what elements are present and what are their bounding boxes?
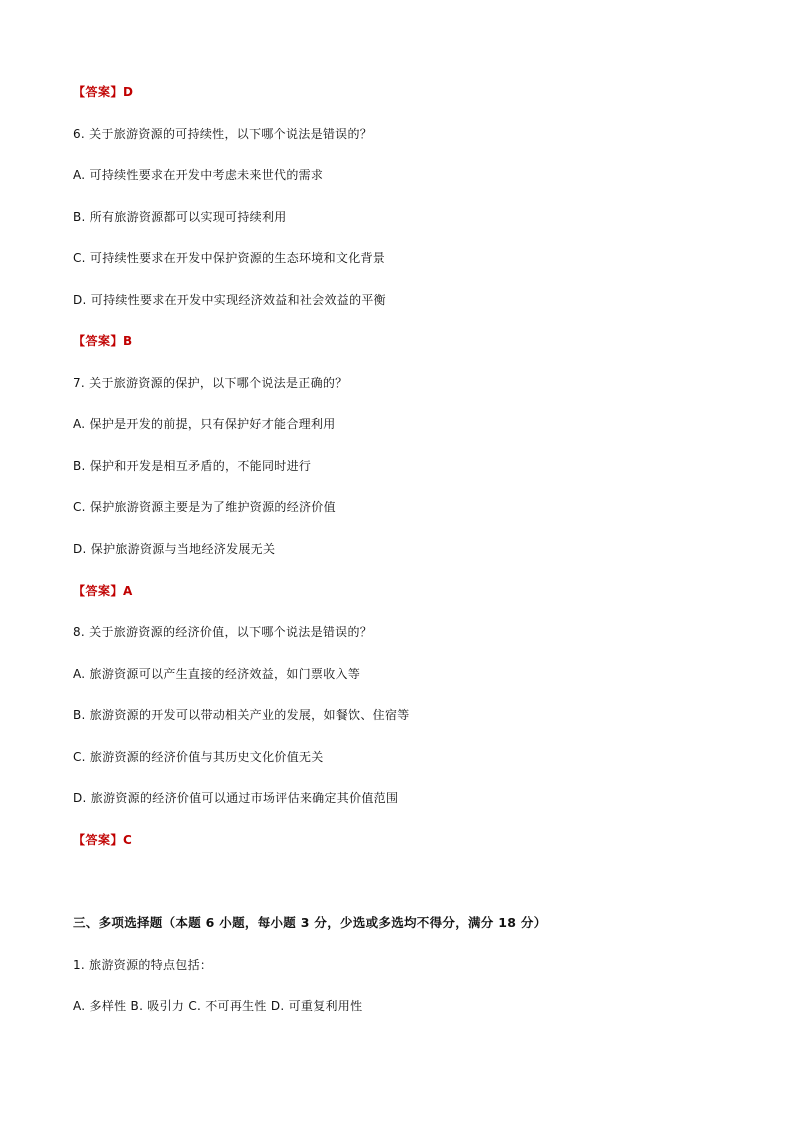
question-6-option-b: B. 所有旅游资源都可以实现可持续利用 — [73, 210, 287, 224]
answer-label-7: 【答案】A — [73, 584, 133, 598]
question-8-stem: 8. 关于旅游资源的经济价值，以下哪个说法是错误的？ — [73, 625, 373, 639]
question-6-stem: 6. 关于旅游资源的可持续性，以下哪个说法是错误的？ — [73, 127, 373, 141]
answer-label-6: 【答案】B — [73, 334, 133, 348]
question-6-option-a: A. 可持续性要求在开发中考虑未来世代的需求 — [73, 168, 324, 182]
section-title-multiple-choice: 三、多项选择题（本题 6 小题，每小题 3 分，少选或多选均不得分，满分 18 分） — [73, 915, 547, 930]
multi-question-1-stem: 1. 旅游资源的特点包括： — [73, 958, 213, 972]
question-8-option-d: D. 旅游资源的经济价值可以通过市场评估来确定其价值范围 — [73, 791, 399, 805]
question-8-option-a: A. 旅游资源可以产生直接的经济效益，如门票收入等 — [73, 667, 361, 681]
multi-question-1-options: A. 多样性 B. 吸引力 C. 不可再生性 D. 可重复利用性 — [73, 999, 363, 1013]
question-6-option-c: C. 可持续性要求在开发中保护资源的生态环境和文化背景 — [73, 251, 386, 265]
answer-label-8: 【答案】C — [73, 833, 133, 847]
question-7-option-c: C. 保护旅游资源主要是为了维护资源的经济价值 — [73, 500, 336, 514]
question-8-option-c: C. 旅游资源的经济价值与其历史文化价值无关 — [73, 750, 324, 764]
question-7-option-b: B. 保护和开发是相互矛盾的，不能同时进行 — [73, 459, 312, 473]
question-7-option-d: D. 保护旅游资源与当地经济发展无关 — [73, 542, 276, 556]
question-6-option-d: D. 可持续性要求在开发中实现经济效益和社会效益的平衡 — [73, 293, 386, 307]
question-7-stem: 7. 关于旅游资源的保护，以下哪个说法是正确的？ — [73, 376, 348, 390]
answer-label-5: 【答案】D — [73, 85, 134, 99]
question-7-option-a: A. 保护是开发的前提，只有保护好才能合理利用 — [73, 417, 336, 431]
question-8-option-b: B. 旅游资源的开发可以带动相关产业的发展，如餐饮、住宿等 — [73, 708, 410, 722]
